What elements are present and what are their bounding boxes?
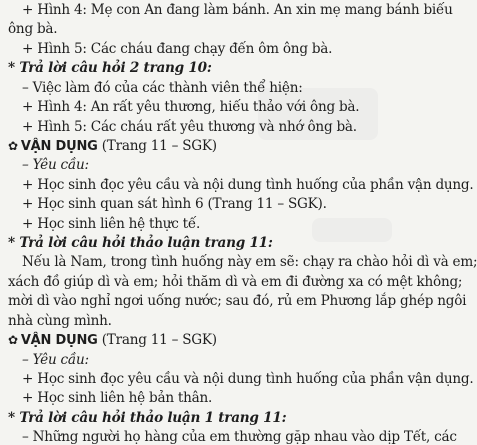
text-line: + Học sinh liên hệ bản thân. <box>22 390 213 407</box>
clover-icon: ✿ <box>8 138 18 153</box>
text-line: + Học sinh liên hệ thực tế. <box>22 215 201 232</box>
text-line: + Hình 5: Các cháu đang chạy đến ôm ông bà. <box>22 40 333 57</box>
question-heading: * Trả lời câu hỏi 2 trang 10: <box>8 60 212 77</box>
text-line: – Yêu cầu: <box>22 157 89 174</box>
question-heading: * Trả lời câu hỏi thảo luận trang 11: <box>8 235 273 251</box>
text-line: + Hình 4: An rất yêu thương, hiếu thảo với ông bà. <box>22 99 360 116</box>
text-line: mời dì vào nghỉ ngơi uống nước; sau đó, rủ em Phương lắp ghép ngôi <box>8 293 467 310</box>
text-line: ông bà. <box>8 21 58 38</box>
question-heading: * Trả lời câu hỏi thảo luận 1 trang 11: <box>8 409 287 426</box>
text-line: – Những người họ hàng của em thường gặp nhau vào dịp Tết, các <box>22 429 457 445</box>
text-line: + Hình 5: Các cháu rất yêu thương và nhớ ông bà. <box>22 118 357 135</box>
text-line: xách đồ giúp dì và em; hỏi thăm dì và em đi đường xa có mệt không; <box>8 273 463 290</box>
section-ref: (Trang 11 – SGK) <box>101 137 217 154</box>
section-ref: (Trang 11 – SGK) <box>101 332 217 349</box>
section-heading <box>0 138 400 155</box>
text-line: + Học sinh đọc yêu cầu và nội dung tình huống của phần vận dụng. <box>22 370 474 387</box>
text-line: + Hình 4: Mẹ con An đang làm bánh. An xin mẹ mang bánh biếu <box>22 2 453 18</box>
text-line: + Học sinh quan sát hình 6 (Trang 11 – SGK). <box>22 196 327 213</box>
text-line: Nếu là Nam, trong tình huống này em sẽ: chạy ra chào hỏi dì và em; <box>22 254 477 271</box>
clover-icon: ✿ <box>8 333 18 348</box>
text-line: – Việc làm đó của các thành viên thể hiện: <box>22 79 303 96</box>
section-title: VẬN DỤNG <box>20 138 98 154</box>
text-line: – Yêu cầu: <box>22 351 89 368</box>
section-title: VẬN DỤNG <box>20 333 98 349</box>
text-line: nhà cùng mình. <box>8 312 112 329</box>
text-line: + Học sinh đọc yêu cầu và nội dung tình huống của phần vận dụng. <box>22 176 474 193</box>
section-heading <box>0 332 400 349</box>
